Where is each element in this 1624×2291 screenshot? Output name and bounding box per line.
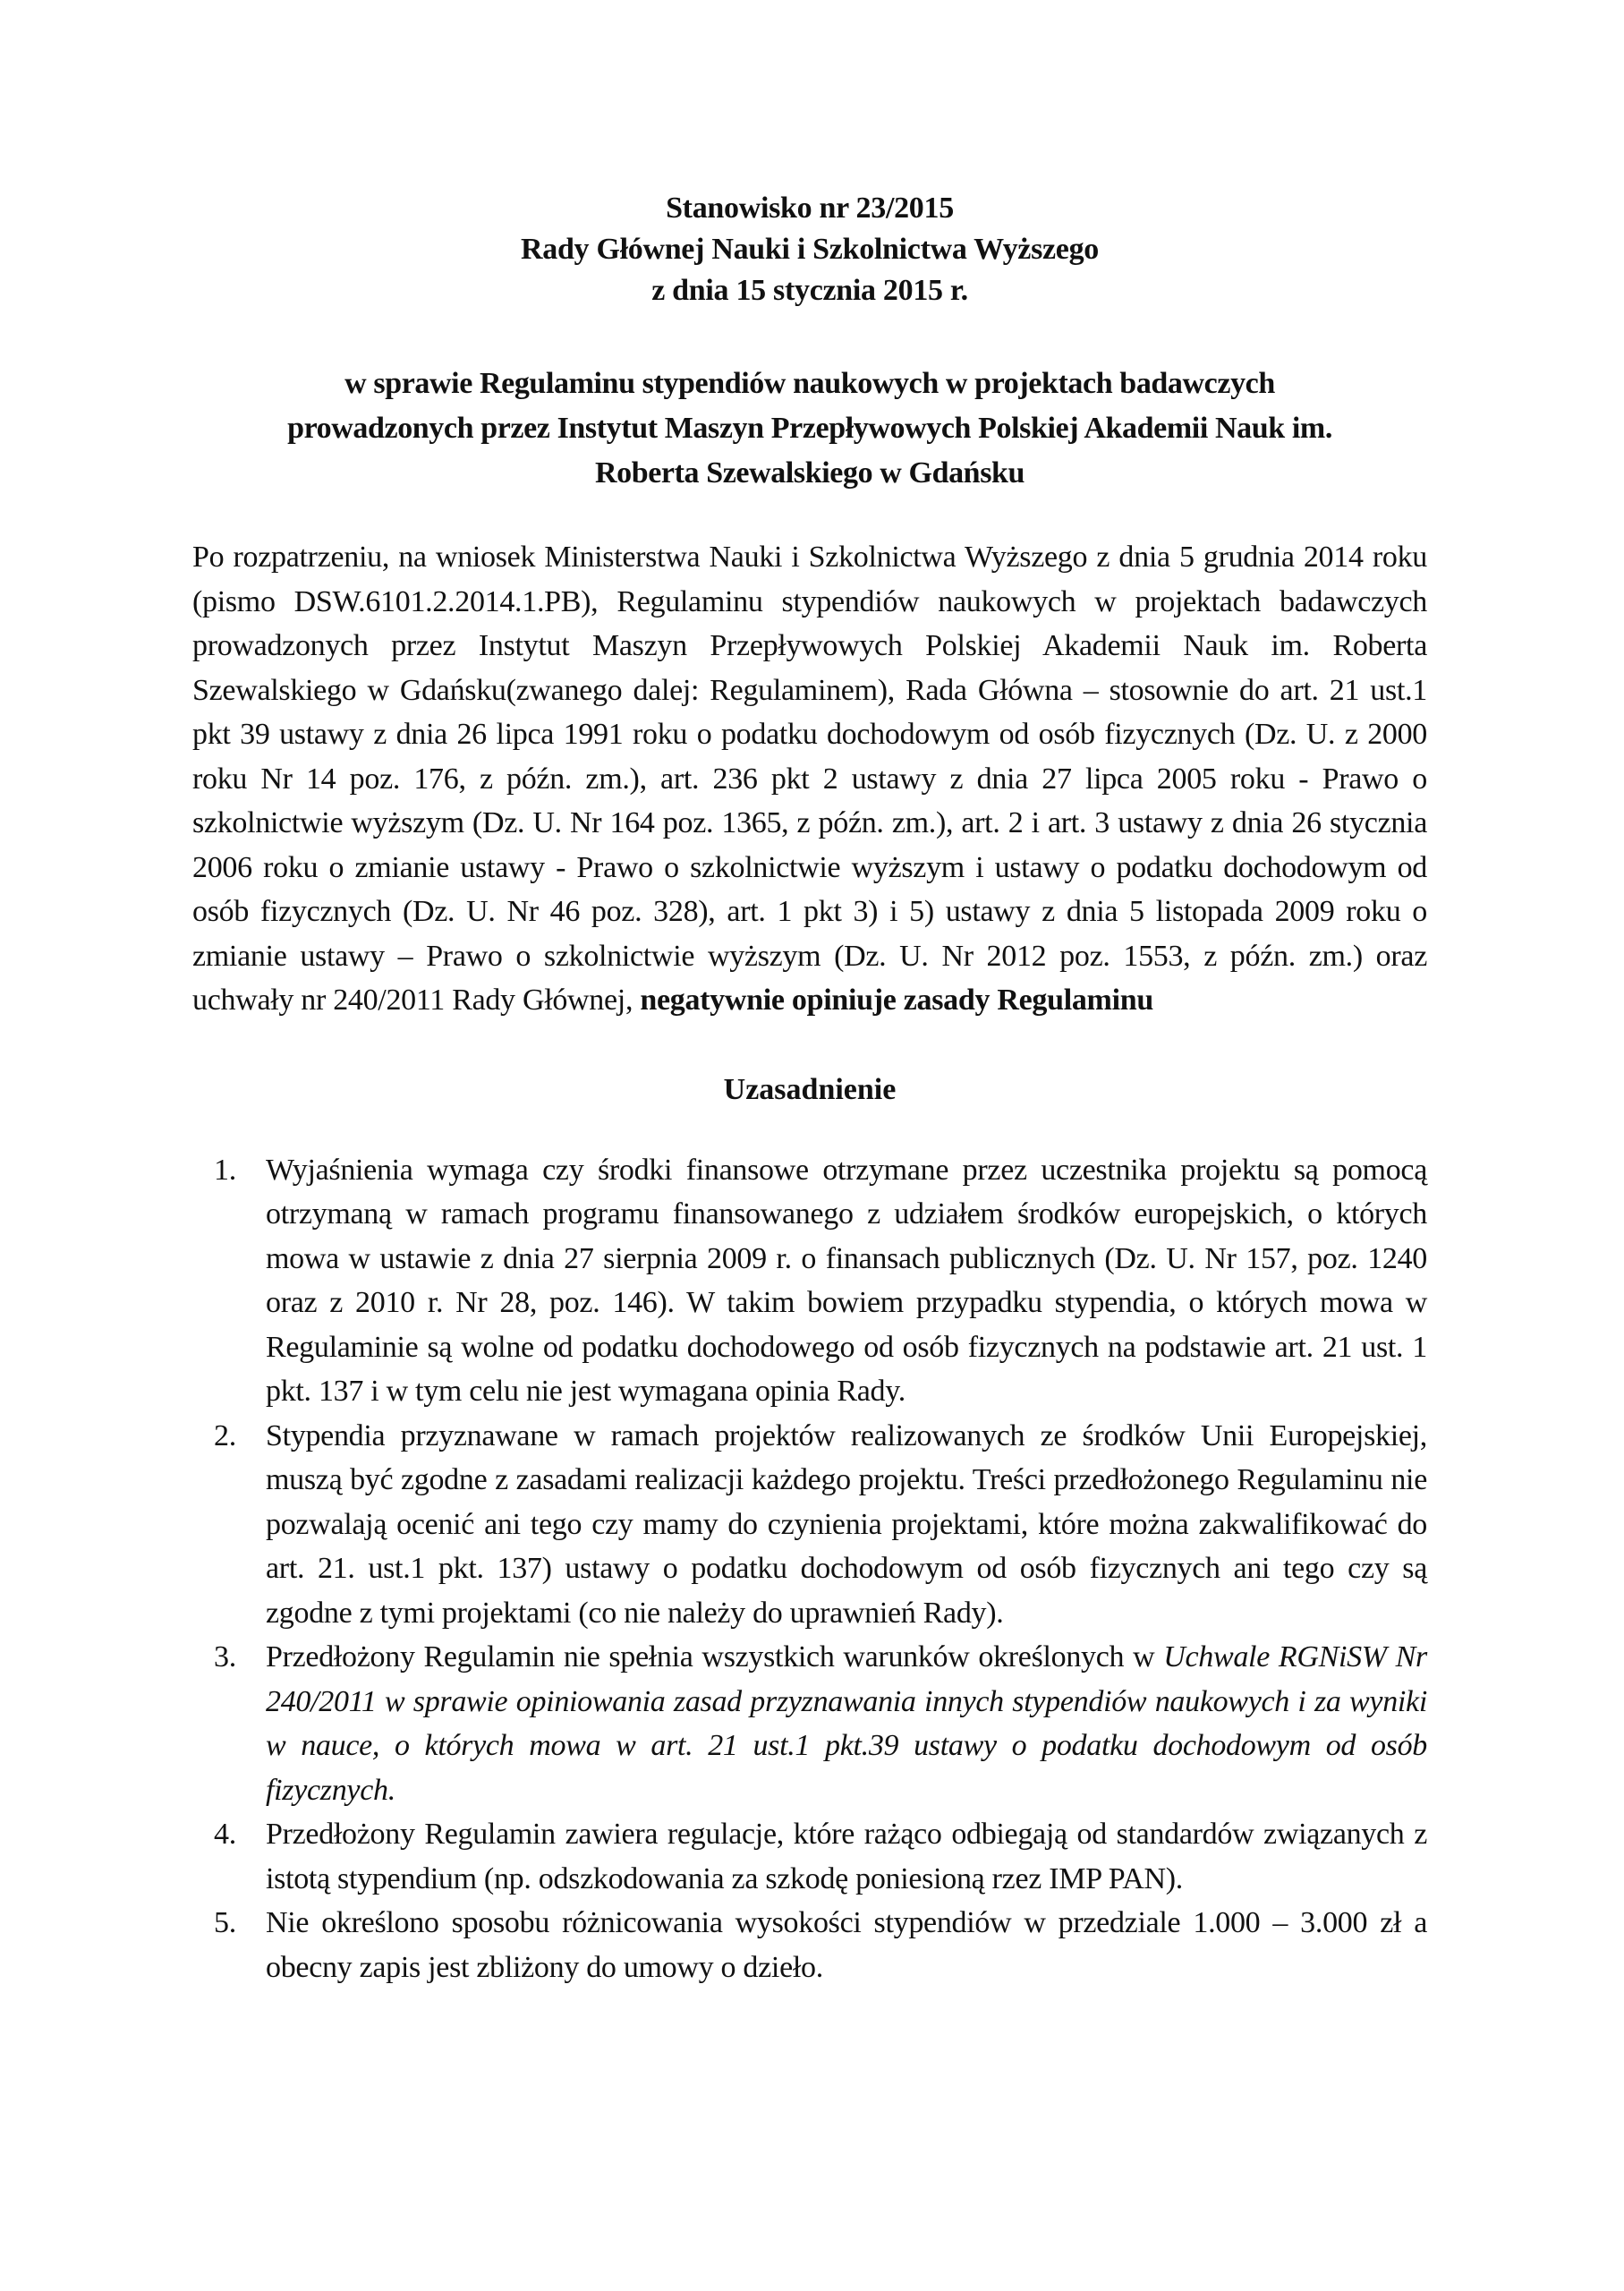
preamble-text: Po rozpatrzeniu, na wniosek Ministerstwa Nauki i Szkolnictwa Wyższego z dnia 5 grudnia 2014 roku (pismo DSW.6101.2.2014.1.PB), Regulaminu stypendiów naukowych w projektach badawczych prowadzonych przez Instytut Maszyn Przepływowych Polskiej Akademii Nauk im. Roberta Szewalskiego w Gdańsku(zwanego dalej: Regulaminem), Rada Główna – stosownie do art. 21 ust.1 pkt 39 ustawy z dnia 26 lipca 1991 roku o podatku dochodowym od osób fizycznych (Dz. U. z 2000 roku Nr 14 poz. 176, z późn. zm.), art. 236 pkt 2 ustawy z dnia 27 lipca 2005 roku - Prawo o szkolnictwie wyższym (Dz. U. Nr 164 poz. 1365, z późn. zm.), art. 2 i art. 3 ustawy z dnia 26 stycznia 2006 roku o zmianie ustawy - Prawo o szkolnictwie wyższym i ustawy o podatku dochodowym od osób fizycznych (Dz. U. Nr 46 poz. 328), art. 1 pkt 3) i 5) ustawy z dnia 5 listopada 2009 roku o zmianie ustawy – Prawo o szkolnictwie wyższym (Dz. U. Nr 2012 poz. 1553, z późn. zm.) oraz uchwały nr 240/2011 Rady Głównej, [192, 541, 1427, 1017]
preamble-conclusion: negatywnie opiniuje zasady Regulaminu [640, 984, 1153, 1017]
subject-line-1: w sprawie Regulaminu stypendiów naukowych w projektach badawczych [344, 367, 1275, 400]
item-text: Przedłożony Regulamin zawiera regulacje, które rażąco odbiegają od standardów związanych z istotą stypendium (np. odszkodowania za szkodę poniesioną rzez IMP PAN). [266, 1818, 1427, 1895]
preamble-paragraph [192, 535, 1427, 1023]
subject-line-2: prowadzonych przez Instytut Maszyn Przepływowych Polskiej Akademii Nauk im. [287, 412, 1332, 445]
justification-item [192, 1812, 1427, 1901]
item-number: 3. [214, 1640, 236, 1674]
justification-item [192, 1414, 1427, 1636]
item-number: 4. [214, 1818, 236, 1851]
item-text: Stypendia przyznawane w ramach projektów realizowanych ze środków Unii Europejskiej, muszą być zgodne z zasadami realizacji każdego projektu. Treści przedłożonego Regulaminu nie pozwalają ocenić ani tego czy mamy do czynienia projektami, które można zakwalifikować do art. 21. ust.1 pkt. 137) ustawy o podatku dochodowym od osób fizycznych ani tego czy są zgodne z tymi projektami (co nie należy do uprawnień Rady). [266, 1418, 1427, 1630]
item-number: 5. [214, 1906, 236, 1939]
justification-item [192, 1148, 1427, 1414]
item-number: 2. [214, 1418, 236, 1452]
document-subject [192, 362, 1427, 496]
title-line-position-number: Stanowisko nr 23/2015 [666, 192, 954, 225]
title-line-date: z dnia 15 stycznia 2015 r. [651, 274, 968, 307]
justification-list [192, 1148, 1427, 1990]
item-text-italic-resolution-reference: Uchwale RGNiSW Nr 240/2011 w sprawie opiniowania zasad przyznawania innych stypendiów naukowych i za wyniki w nauce, o których mowa w art. 21 ust.1 pkt.39 ustawy o podatku dochodowym od osób fizycznych. [266, 1640, 1427, 1807]
subject-line-3: Roberta Szewalskiego w Gdańsku [594, 456, 1025, 490]
document-title [192, 188, 1427, 311]
justification-item [192, 1901, 1427, 1989]
justification-item [192, 1635, 1427, 1812]
document-page [192, 188, 1427, 1989]
justification-heading: Uzasadnienie [723, 1072, 897, 1106]
item-text: Nie określono sposobu różnicowania wysokości stypendiów w przedziale 1.000 – 3.000 zł a obecny zapis jest zbliżony do umowy o dzieło. [266, 1906, 1427, 1984]
item-text: Przedłożony Regulamin nie spełnia wszystkich warunków określonych w [266, 1640, 1164, 1674]
title-line-council: Rady Głównej Nauki i Szkolnictwa Wyższego [520, 233, 1099, 266]
item-number: 1. [214, 1153, 236, 1187]
item-text: Wyjaśnienia wymaga czy środki finansowe otrzymane przez uczestnika projektu są pomocą otrzymaną w ramach programu finansowanego z udziałem środków europejskich, o których mowa w ustawie z dnia 27 sierpnia 2009 r. o finansach publicznych (Dz. U. Nr 157, poz. 1240 oraz z 2010 r. Nr 28, poz. 146). W takim bowiem przypadku stypendia, o których mowa w Regulaminie są wolne od podatku dochodowego od osób fizycznych na podstawie art. 21 ust. 1 pkt. 137 i w tym celu nie jest wymagana opinia Rady. [266, 1153, 1427, 1408]
